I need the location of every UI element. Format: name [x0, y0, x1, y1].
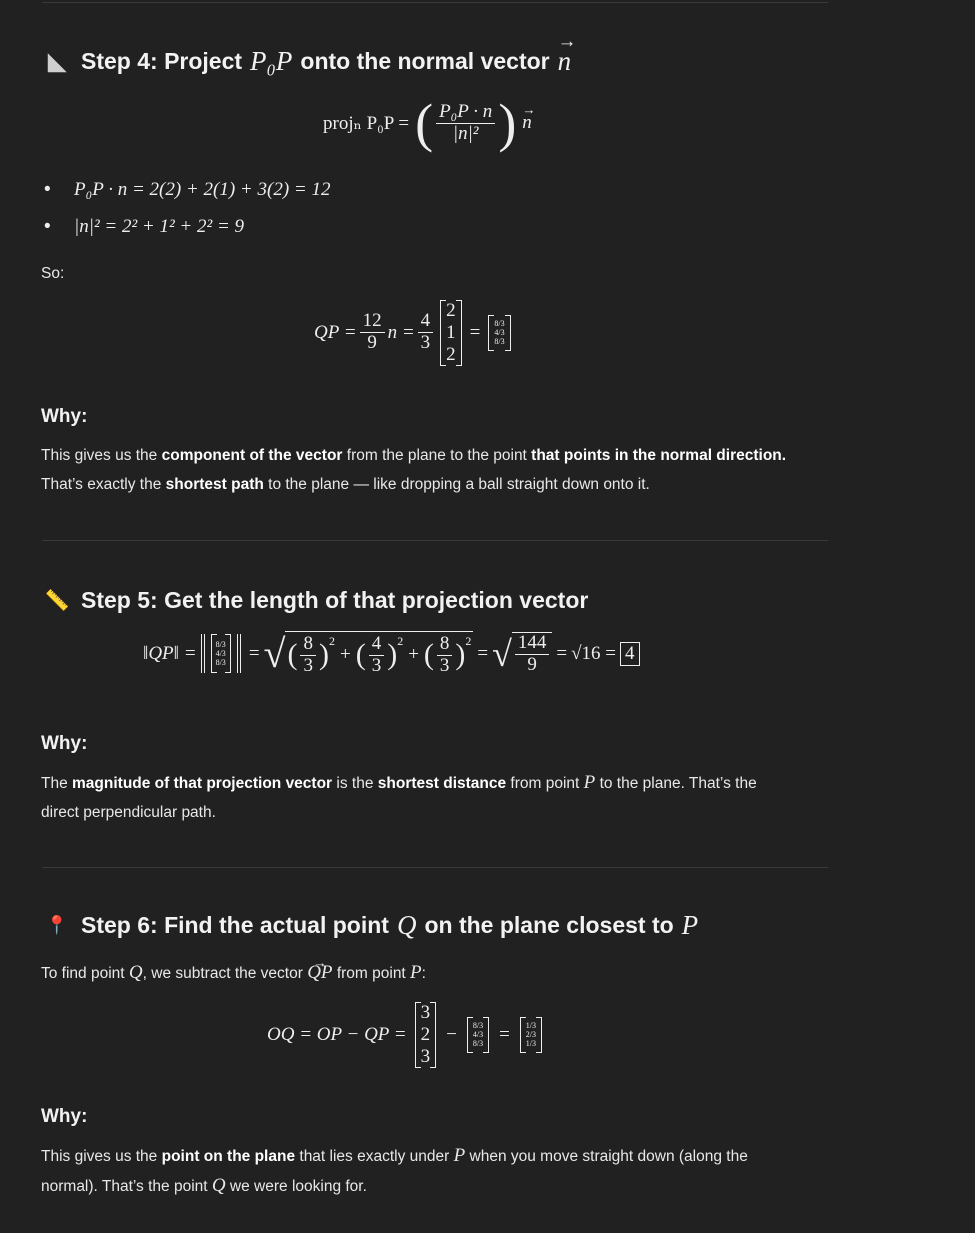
normal-vector-matrix — [440, 300, 462, 366]
top-divider — [42, 2, 828, 3]
bullet-norm-squared: • |n|² = 2² + 1² + 2² = 9 — [44, 216, 245, 237]
proj-fraction — [436, 102, 495, 145]
bullet-dot-product: • P₀P · n = 2(2) + 2(1) + 3(2) = 12 — [44, 179, 331, 200]
oq-lhs: OQ = OP − QP = — [267, 1023, 407, 1045]
step5-why-label: Why: — [41, 733, 88, 754]
mat-cell: 8/3 — [215, 639, 226, 649]
qp-eq: = — [469, 321, 481, 343]
sqrt16: √16 = — [571, 642, 617, 664]
step4-heading — [44, 46, 571, 77]
step4-title-n: n → — [558, 46, 572, 77]
qp-vector-matrix: 8/3 4/3 8/3 — [467, 1017, 489, 1053]
step4-title-vec: P₀P — [250, 46, 293, 76]
triangular-ruler-icon: ◣ — [48, 48, 66, 74]
step6-intro: To find point Q, we subtract the vector QP → from point P: — [41, 958, 426, 988]
mat-cell: 2 — [446, 343, 456, 365]
divider-1 — [42, 540, 828, 541]
mat-cell: 2 — [446, 300, 456, 321]
step5-why-text: The magnitude of that projection vector is the shortest distance from point P to the plane. That’s the direct perpendicular path. — [41, 772, 757, 821]
mat-cell: 8/3 — [215, 658, 226, 668]
proj-label: projₙ P₀P = — [323, 112, 410, 134]
mat-cell: 8/3 — [494, 337, 505, 347]
step6-heading: 📍 Step 6: Find the actual point Q on the plane closest to P — [45, 910, 699, 940]
qp-lhs: QP = — [314, 321, 357, 343]
step5-heading — [44, 587, 588, 614]
answer-box: 4 — [620, 642, 640, 666]
projection-formula: projₙ P₀P = ( $\frac{\text{P₀P · n}}{\text{|n|²}}$ ) n → — [323, 96, 532, 150]
oq-equation: OQ = OP − QP = 3 2 3 − 8/3 4/3 8/3 = 1/3 2/3 1/3 — [267, 1002, 546, 1068]
step4-title-post: onto the normal vector — [300, 48, 550, 74]
so-label: So: — [41, 265, 65, 282]
qp-result-matrix — [488, 315, 510, 351]
qp-f2-num: 4 — [418, 311, 434, 333]
step4-why-text: This gives us the component of the vector from the plane to the point that points in the normal direction. That’s exactly the shortest path to the plane — like dropping a ball straight down onto it. — [41, 447, 787, 493]
proj-tail-n: n → — [522, 112, 532, 134]
mat-cell: 1 — [446, 321, 456, 343]
norm-vector-matrix — [211, 634, 231, 674]
mat-cell: 8/3 — [494, 318, 505, 328]
bullet2-text: |n|² = 2² + 1² + 2² = 9 — [74, 216, 245, 237]
norm-equation: ‖QP‖ = 8/3 4/3 8/3 = √ ( $\frac{8}{3}$ ) $^2$ + ( $\frac{4}{3}$ ) $^2$ + ( $\frac{8}{3}$ ) $^2$ = √ $\frac{144}{9}$ = √16 = 4 — [143, 630, 640, 677]
pushpin-icon: 📍 — [45, 915, 69, 935]
q-vector-matrix: 1/3 2/3 1/3 — [520, 1017, 542, 1053]
bullet1-text: P₀P · n = 2(2) + 2(1) + 3(2) = 12 — [74, 179, 331, 200]
qp-f1-num: 12 — [360, 311, 385, 333]
step6-why-label: Why: — [41, 1106, 88, 1127]
straight-ruler-icon: 📏 — [44, 590, 70, 612]
qp-f1-den: 9 — [367, 332, 377, 354]
mat-cell: 4/3 — [494, 328, 505, 338]
mat-cell: 4/3 — [215, 648, 226, 658]
qp-f2-den: 3 — [420, 332, 431, 354]
step5-title: Step 5: Get the length of that projection vector — [81, 587, 589, 613]
divider-2 — [42, 867, 828, 868]
p-vector-matrix: 3 2 3 — [415, 1002, 437, 1068]
norm-lhs: ‖QP‖ = — [143, 642, 197, 664]
proj-frac-den: |n|² — [452, 122, 479, 144]
qp-n: n = — [387, 321, 415, 343]
step6-why-text: This gives us the point on the plane that lies exactly under P when you move straight down (along the normal). That’s the point Q we were looking for. — [41, 1145, 748, 1196]
qp-equation — [314, 300, 515, 366]
step4-why-label: Why: — [41, 406, 88, 427]
sqrt-radicand: ( $\frac{8}{3}$ ) $^2$ + ( $\frac{4}{3}$ ) $^2$ + ( $\frac{8}{3}$ ) $^2$ — [287, 632, 472, 676]
proj-frac-num: P₀P · n — [436, 102, 495, 124]
step4-title-pre: Step 4: Project — [81, 48, 243, 74]
